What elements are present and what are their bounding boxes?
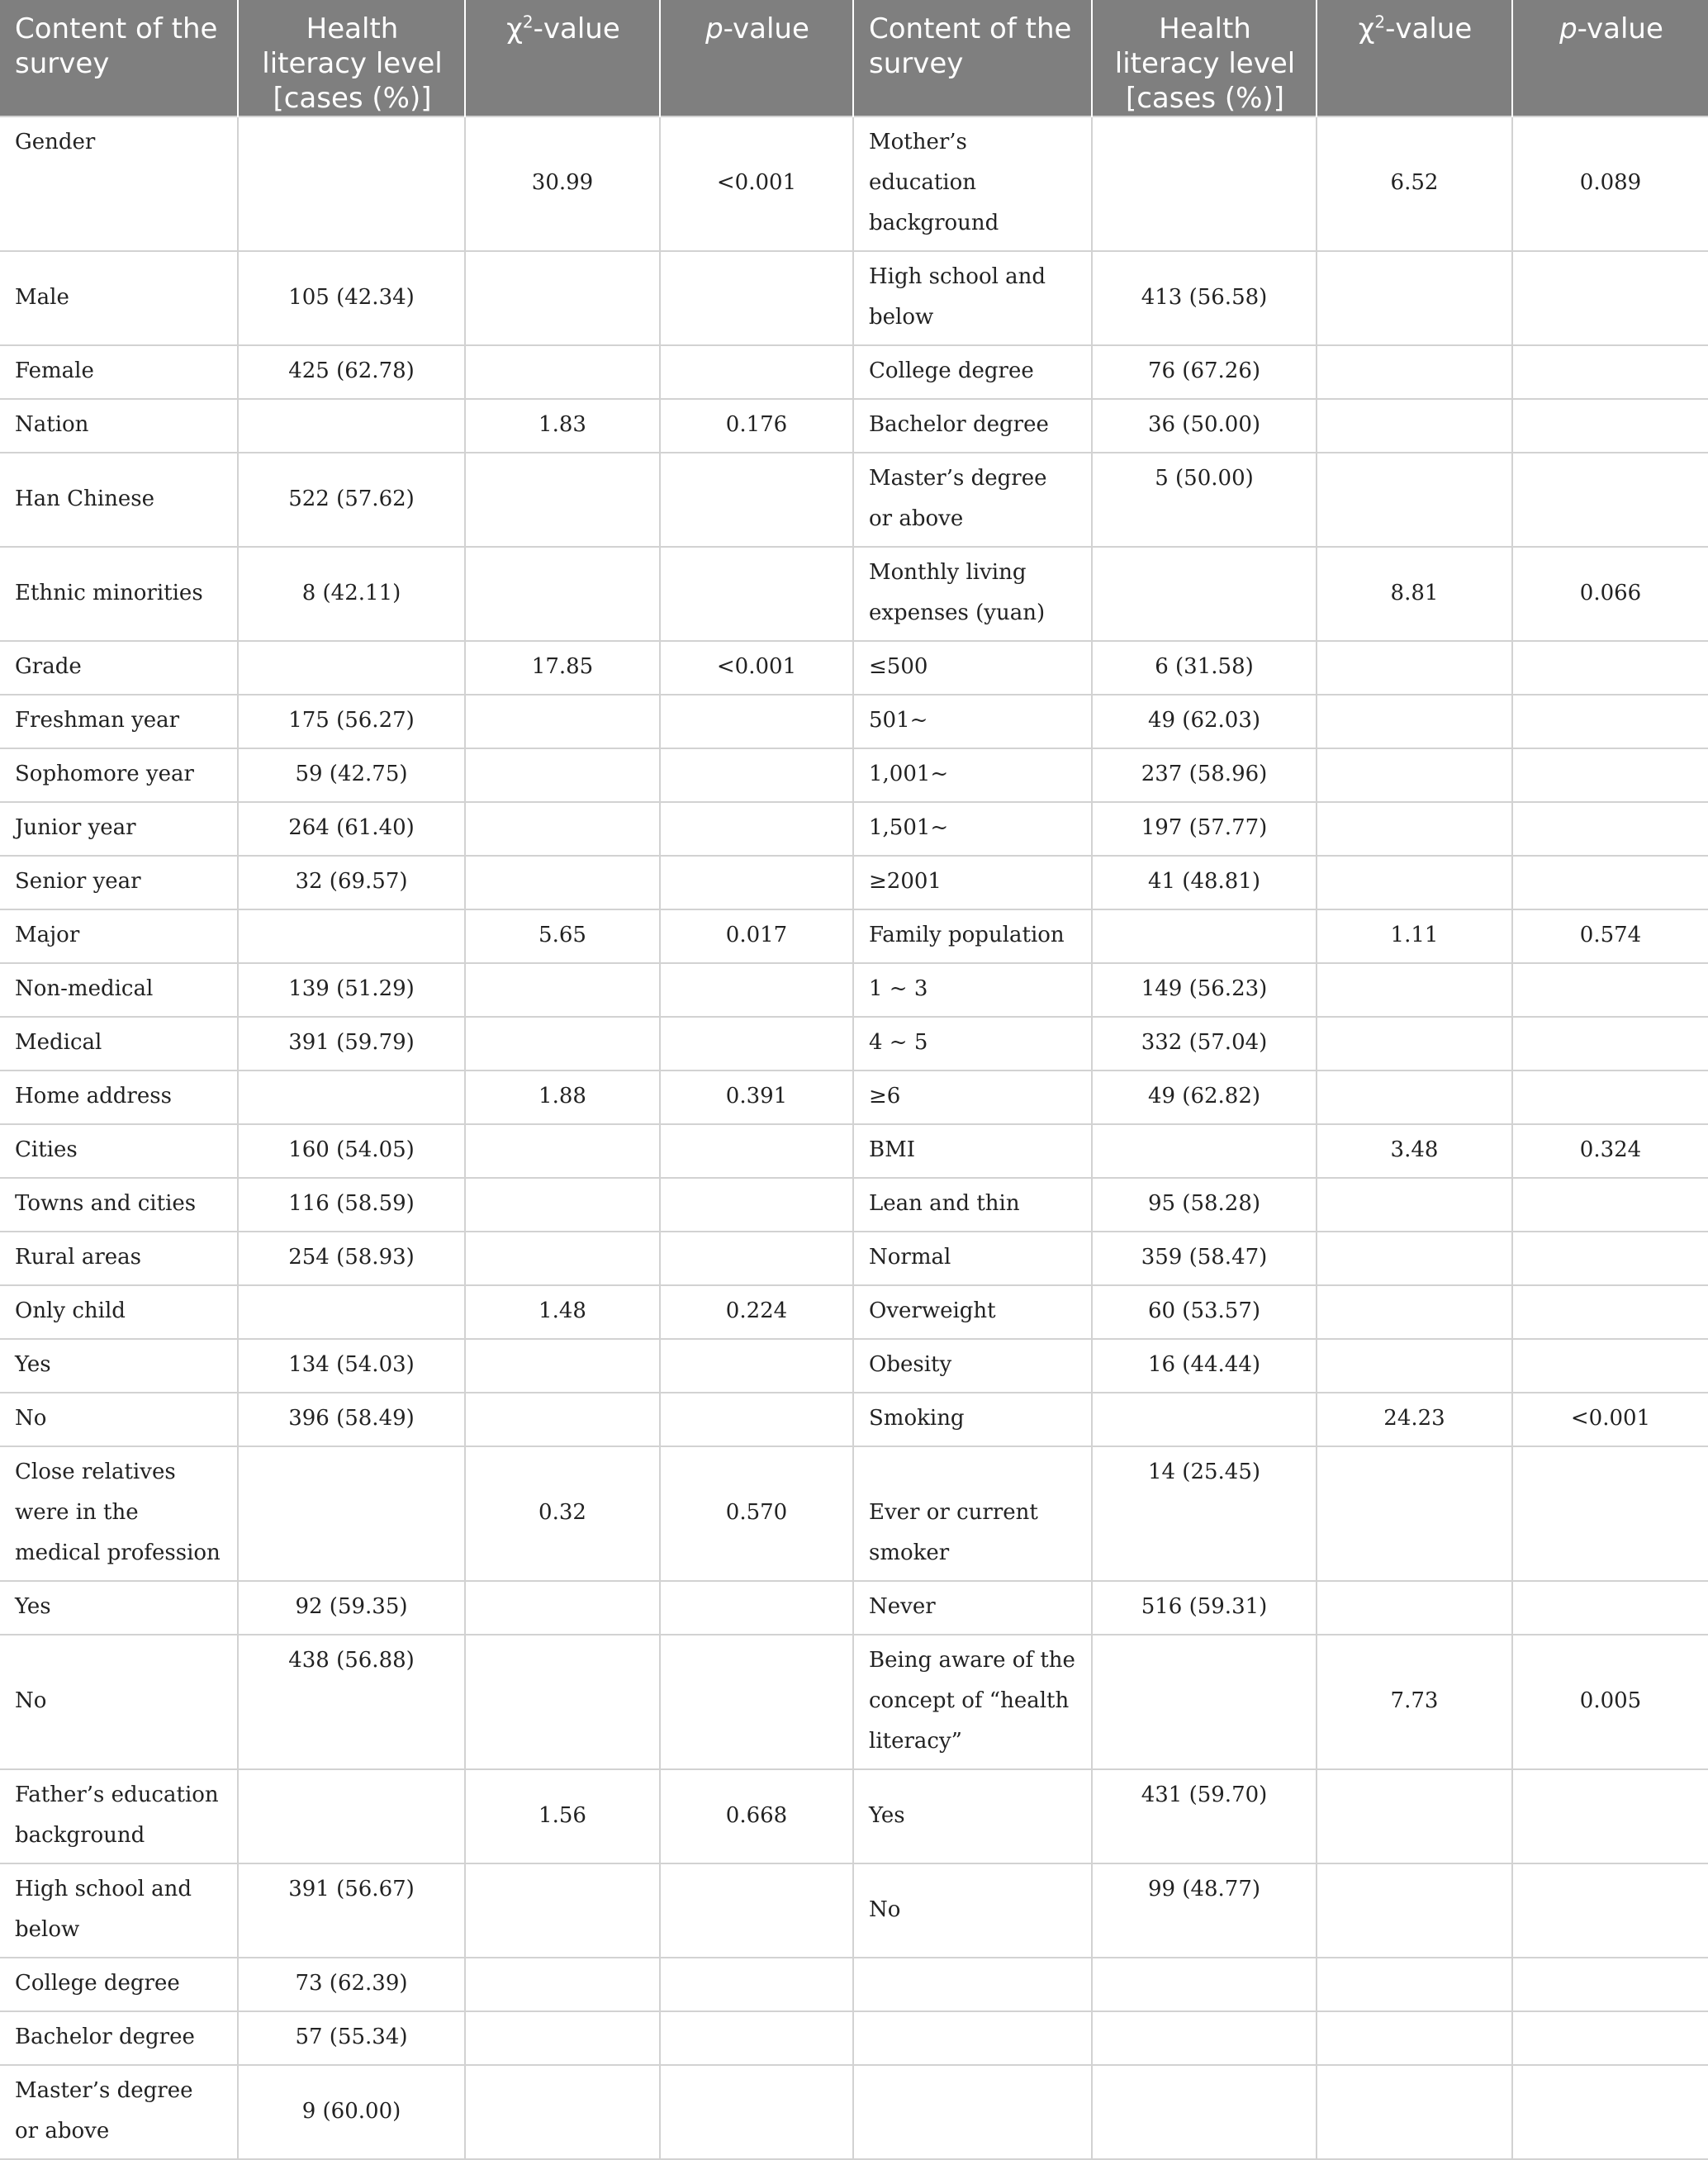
cell-level-left: 425 (62.78) <box>238 345 465 399</box>
cell-level-right <box>1092 1958 1317 2011</box>
cell-chi-right <box>1317 856 1512 909</box>
cell-chi-left <box>465 1178 660 1232</box>
cell-p-left <box>660 1958 853 2011</box>
cell-chi-right: 3.48 <box>1317 1124 1512 1178</box>
chi-superscript-2: 2 <box>1374 12 1386 32</box>
cell-p-left <box>660 748 853 802</box>
cell-chi-left <box>465 1017 660 1071</box>
cell-p-right <box>1512 1232 1708 1285</box>
cell-p-right <box>1512 963 1708 1017</box>
cell-content-right <box>853 2011 1092 2065</box>
cell-p-left <box>660 1178 853 1232</box>
cell-p-left <box>660 2065 853 2159</box>
cell-level-left: 9 (60.00) <box>238 2065 465 2159</box>
cell-content-right: 4 ~ 5 <box>853 1017 1092 1071</box>
cell-content-right: Family population <box>853 909 1092 963</box>
cell-level-left: 73 (62.39) <box>238 1958 465 2011</box>
cell-p-left <box>660 695 853 748</box>
cell-content-right: ≤500 <box>853 641 1092 695</box>
table-row <box>0 748 1708 802</box>
p-suffix-2: -value <box>1577 12 1663 45</box>
table-row <box>0 1232 1708 1285</box>
cell-level-right: 5 (50.00) <box>1092 453 1317 547</box>
cell-level-left <box>238 1285 465 1339</box>
cell-level-left: 391 (56.67) <box>238 1863 465 1958</box>
cell-p-right: <0.001 <box>1512 1393 1708 1446</box>
cell-chi-right <box>1317 1581 1512 1635</box>
cell-content-left: College degree <box>0 1958 238 2011</box>
cell-chi-right <box>1317 1232 1512 1285</box>
cell-level-right: 60 (53.57) <box>1092 1285 1317 1339</box>
cell-content-right <box>853 1958 1092 2011</box>
cell-p-right <box>1512 2011 1708 2065</box>
cell-chi-right <box>1317 453 1512 547</box>
cell-chi-left <box>465 1863 660 1958</box>
cell-chi-left <box>465 1232 660 1285</box>
table-row <box>0 1446 1708 1581</box>
cell-content-left: No <box>0 1635 238 1769</box>
cell-level-left <box>238 1446 465 1581</box>
cell-chi-left <box>465 1581 660 1635</box>
cell-chi-right <box>1317 963 1512 1017</box>
cell-p-right <box>1512 2065 1708 2159</box>
table-row <box>0 1071 1708 1124</box>
cell-level-left <box>238 1071 465 1124</box>
p-suffix: -value <box>723 12 809 45</box>
cell-chi-left <box>465 547 660 641</box>
cell-level-right <box>1092 547 1317 641</box>
cell-p-right <box>1512 856 1708 909</box>
cell-chi-left: 1.48 <box>465 1285 660 1339</box>
cell-content-right: ≥2001 <box>853 856 1092 909</box>
cell-content-right: Normal <box>853 1232 1092 1285</box>
cell-content-left: Major <box>0 909 238 963</box>
cell-p-left <box>660 856 853 909</box>
cell-p-left: 0.570 <box>660 1446 853 1581</box>
cell-p-left: <0.001 <box>660 641 853 695</box>
cell-chi-right <box>1317 802 1512 856</box>
cell-level-left: 396 (58.49) <box>238 1393 465 1446</box>
cell-level-left: 139 (51.29) <box>238 963 465 1017</box>
cell-content-right: Master’s degree or above <box>853 453 1092 547</box>
p-symbol-2: p <box>1559 12 1578 45</box>
cell-p-right <box>1512 1178 1708 1232</box>
table-row <box>0 1581 1708 1635</box>
cell-level-left: 92 (59.35) <box>238 1581 465 1635</box>
cell-level-left <box>238 399 465 453</box>
cell-content-right: 1,001~ <box>853 748 1092 802</box>
cell-level-right: 16 (44.44) <box>1092 1339 1317 1393</box>
cell-level-left: 57 (55.34) <box>238 2011 465 2065</box>
cell-content-left: Male <box>0 251 238 345</box>
cell-content-right: Ever or current smoker <box>853 1446 1092 1581</box>
cell-chi-left <box>465 856 660 909</box>
cell-content-left: Nation <box>0 399 238 453</box>
cell-level-left: 32 (69.57) <box>238 856 465 909</box>
cell-content-left: High school and below <box>0 1863 238 1958</box>
cell-p-right: 0.089 <box>1512 116 1708 251</box>
table-row <box>0 116 1708 251</box>
cell-chi-left <box>465 1124 660 1178</box>
cell-level-left: 175 (56.27) <box>238 695 465 748</box>
cell-chi-right <box>1317 1769 1512 1863</box>
cell-chi-right: 8.81 <box>1317 547 1512 641</box>
table-row <box>0 1178 1708 1232</box>
cell-chi-right <box>1317 1863 1512 1958</box>
cell-content-left: Father’s education background <box>0 1769 238 1863</box>
cell-content-left: Rural areas <box>0 1232 238 1285</box>
cell-level-right: 413 (56.58) <box>1092 251 1317 345</box>
table-row <box>0 1863 1708 1958</box>
cell-chi-left: 30.99 <box>465 116 660 251</box>
table-row <box>0 547 1708 641</box>
cell-level-right <box>1092 1124 1317 1178</box>
cell-level-right: 14 (25.45) <box>1092 1446 1317 1581</box>
cell-chi-right <box>1317 1285 1512 1339</box>
cell-level-left: 134 (54.03) <box>238 1339 465 1393</box>
table-row <box>0 2065 1708 2159</box>
cell-level-right: 76 (67.26) <box>1092 345 1317 399</box>
cell-p-left: 0.224 <box>660 1285 853 1339</box>
table-row <box>0 1393 1708 1446</box>
cell-level-right: 36 (50.00) <box>1092 399 1317 453</box>
cell-content-left: Towns and cities <box>0 1178 238 1232</box>
cell-p-left: 0.391 <box>660 1071 853 1124</box>
cell-chi-left: 17.85 <box>465 641 660 695</box>
cell-content-right: Smoking <box>853 1393 1092 1446</box>
cell-p-left <box>660 1863 853 1958</box>
cell-content-right: 501~ <box>853 695 1092 748</box>
cell-chi-left <box>465 1339 660 1393</box>
cell-content-left: Han Chinese <box>0 453 238 547</box>
cell-content-left: Ethnic minorities <box>0 547 238 641</box>
table-row <box>0 251 1708 345</box>
cell-content-right: Mother’s education background <box>853 116 1092 251</box>
cell-level-left: 391 (59.79) <box>238 1017 465 1071</box>
cell-content-right: Never <box>853 1581 1092 1635</box>
cell-level-right: 49 (62.03) <box>1092 695 1317 748</box>
cell-level-right: 6 (31.58) <box>1092 641 1317 695</box>
cell-p-right: 0.574 <box>1512 909 1708 963</box>
cell-p-left <box>660 1393 853 1446</box>
cell-p-left <box>660 1339 853 1393</box>
cell-p-left <box>660 1581 853 1635</box>
cell-content-right: 1 ~ 3 <box>853 963 1092 1017</box>
cell-chi-right <box>1317 2065 1512 2159</box>
cell-chi-left <box>465 748 660 802</box>
table-row <box>0 2011 1708 2065</box>
cell-p-left <box>660 1017 853 1071</box>
header-p-2 <box>1512 0 1708 116</box>
table-row <box>0 453 1708 547</box>
cell-chi-right <box>1317 1017 1512 1071</box>
cell-content-right: College degree <box>853 345 1092 399</box>
cell-chi-right <box>1317 1071 1512 1124</box>
cell-chi-right <box>1317 1446 1512 1581</box>
header-chi-2 <box>1317 0 1512 116</box>
cell-level-left: 105 (42.34) <box>238 251 465 345</box>
cell-p-right <box>1512 1958 1708 2011</box>
cell-level-left: 59 (42.75) <box>238 748 465 802</box>
cell-chi-left: 5.65 <box>465 909 660 963</box>
cell-chi-right <box>1317 695 1512 748</box>
cell-content-right: 1,501~ <box>853 802 1092 856</box>
cell-p-right <box>1512 1017 1708 1071</box>
cell-p-left: 0.017 <box>660 909 853 963</box>
cell-chi-right <box>1317 251 1512 345</box>
cell-level-right: 95 (58.28) <box>1092 1178 1317 1232</box>
cell-chi-left <box>465 1393 660 1446</box>
cell-content-left: Cities <box>0 1124 238 1178</box>
cell-level-right <box>1092 909 1317 963</box>
header-chi <box>465 0 660 116</box>
cell-content-right: No <box>853 1863 1092 1958</box>
header-content: Content of the survey <box>0 0 238 116</box>
cell-content-right: Obesity <box>853 1339 1092 1393</box>
cell-chi-left <box>465 695 660 748</box>
cell-content-right: High school and below <box>853 251 1092 345</box>
cell-level-right: 359 (58.47) <box>1092 1232 1317 1285</box>
header-row <box>0 0 1708 116</box>
cell-p-left <box>660 1232 853 1285</box>
cell-p-right: 0.324 <box>1512 1124 1708 1178</box>
table-row <box>0 856 1708 909</box>
cell-chi-right: 1.11 <box>1317 909 1512 963</box>
cell-p-left: 0.668 <box>660 1769 853 1863</box>
cell-level-left: 522 (57.62) <box>238 453 465 547</box>
cell-content-left: Yes <box>0 1581 238 1635</box>
cell-chi-right <box>1317 399 1512 453</box>
cell-level-right <box>1092 116 1317 251</box>
cell-content-right: Overweight <box>853 1285 1092 1339</box>
table-row <box>0 1958 1708 2011</box>
cell-content-left: Sophomore year <box>0 748 238 802</box>
cell-p-right <box>1512 695 1708 748</box>
cell-p-right <box>1512 1339 1708 1393</box>
cell-level-right <box>1092 1393 1317 1446</box>
cell-content-left: Only child <box>0 1285 238 1339</box>
cell-content-left: Non-medical <box>0 963 238 1017</box>
cell-p-left <box>660 453 853 547</box>
cell-level-left <box>238 909 465 963</box>
cell-p-right <box>1512 1071 1708 1124</box>
cell-chi-left: 0.32 <box>465 1446 660 1581</box>
cell-content-left: Home address <box>0 1071 238 1124</box>
cell-level-left <box>238 641 465 695</box>
cell-level-right: 49 (62.82) <box>1092 1071 1317 1124</box>
header-level-2: Health literacy level [cases (%)] <box>1092 0 1317 116</box>
cell-p-right <box>1512 641 1708 695</box>
cell-level-right: 149 (56.23) <box>1092 963 1317 1017</box>
header-p <box>660 0 853 116</box>
cell-p-right <box>1512 1769 1708 1863</box>
cell-content-left: Gender <box>0 116 238 251</box>
table-row <box>0 641 1708 695</box>
table-body <box>0 116 1708 2159</box>
cell-chi-left: 1.88 <box>465 1071 660 1124</box>
cell-level-right: 332 (57.04) <box>1092 1017 1317 1071</box>
chi-suffix: -value <box>533 12 620 45</box>
cell-chi-right <box>1317 1178 1512 1232</box>
cell-p-right <box>1512 345 1708 399</box>
cell-level-right: 516 (59.31) <box>1092 1581 1317 1635</box>
table-row <box>0 1017 1708 1071</box>
cell-level-right: 99 (48.77) <box>1092 1863 1317 1958</box>
cell-level-right: 431 (59.70) <box>1092 1769 1317 1863</box>
cell-level-right: 197 (57.77) <box>1092 802 1317 856</box>
cell-p-right: 0.005 <box>1512 1635 1708 1769</box>
cell-level-left: 254 (58.93) <box>238 1232 465 1285</box>
cell-chi-right <box>1317 1958 1512 2011</box>
cell-chi-left <box>465 963 660 1017</box>
cell-chi-right <box>1317 748 1512 802</box>
cell-level-left: 160 (54.05) <box>238 1124 465 1178</box>
cell-chi-left <box>465 2065 660 2159</box>
cell-content-right: Bachelor degree <box>853 399 1092 453</box>
cell-chi-right: 24.23 <box>1317 1393 1512 1446</box>
cell-chi-left <box>465 345 660 399</box>
table-row <box>0 1769 1708 1863</box>
cell-chi-left <box>465 453 660 547</box>
cell-p-left <box>660 251 853 345</box>
cell-chi-right <box>1317 345 1512 399</box>
cell-content-right: Being aware of the concept of “health literacy” <box>853 1635 1092 1769</box>
cell-level-right <box>1092 2065 1317 2159</box>
cell-chi-left <box>465 251 660 345</box>
p-symbol: p <box>705 12 724 45</box>
cell-level-right <box>1092 2011 1317 2065</box>
chi-symbol: χ <box>506 12 523 45</box>
cell-p-right <box>1512 1863 1708 1958</box>
cell-level-left <box>238 1769 465 1863</box>
cell-chi-right <box>1317 641 1512 695</box>
cell-level-left: 8 (42.11) <box>238 547 465 641</box>
cell-chi-left <box>465 2011 660 2065</box>
table-row <box>0 1339 1708 1393</box>
cell-p-left <box>660 1635 853 1769</box>
table-row <box>0 1124 1708 1178</box>
cell-content-right: Yes <box>853 1769 1092 1863</box>
chi-symbol-2: χ <box>1358 12 1375 45</box>
cell-content-right <box>853 2065 1092 2159</box>
table-row <box>0 345 1708 399</box>
cell-content-right: ≥6 <box>853 1071 1092 1124</box>
cell-chi-right <box>1317 1339 1512 1393</box>
cell-p-right <box>1512 251 1708 345</box>
cell-content-left: Medical <box>0 1017 238 1071</box>
cell-content-right: BMI <box>853 1124 1092 1178</box>
cell-chi-right <box>1317 2011 1512 2065</box>
cell-content-left: Master’s degree or above <box>0 2065 238 2159</box>
table-row <box>0 909 1708 963</box>
cell-p-left <box>660 963 853 1017</box>
cell-p-left: <0.001 <box>660 116 853 251</box>
cell-chi-right: 7.73 <box>1317 1635 1512 1769</box>
cell-p-left <box>660 1124 853 1178</box>
cell-chi-right: 6.52 <box>1317 116 1512 251</box>
cell-content-left: Freshman year <box>0 695 238 748</box>
cell-level-right <box>1092 1635 1317 1769</box>
cell-level-left: 264 (61.40) <box>238 802 465 856</box>
cell-level-right: 41 (48.81) <box>1092 856 1317 909</box>
cell-content-left: Yes <box>0 1339 238 1393</box>
cell-p-left: 0.176 <box>660 399 853 453</box>
cell-chi-left: 1.56 <box>465 1769 660 1863</box>
cell-p-right <box>1512 1446 1708 1581</box>
cell-level-left: 438 (56.88) <box>238 1635 465 1769</box>
cell-p-right <box>1512 453 1708 547</box>
cell-chi-left <box>465 1958 660 2011</box>
cell-content-left: Female <box>0 345 238 399</box>
table-row <box>0 1285 1708 1339</box>
cell-content-left: Senior year <box>0 856 238 909</box>
cell-content-right: Monthly living expenses (yuan) <box>853 547 1092 641</box>
cell-content-left: No <box>0 1393 238 1446</box>
table-row <box>0 399 1708 453</box>
cell-level-left: 116 (58.59) <box>238 1178 465 1232</box>
cell-p-right <box>1512 748 1708 802</box>
cell-p-left <box>660 547 853 641</box>
cell-level-left <box>238 116 465 251</box>
cell-content-left: Bachelor degree <box>0 2011 238 2065</box>
chi-superscript: 2 <box>522 12 534 32</box>
cell-content-left: Junior year <box>0 802 238 856</box>
cell-content-right: Lean and thin <box>853 1178 1092 1232</box>
cell-p-left <box>660 2011 853 2065</box>
cell-p-right <box>1512 802 1708 856</box>
cell-p-right <box>1512 1581 1708 1635</box>
header-content-2: Content of the survey <box>853 0 1092 116</box>
cell-chi-left: 1.83 <box>465 399 660 453</box>
cell-p-right <box>1512 399 1708 453</box>
cell-p-right: 0.066 <box>1512 547 1708 641</box>
cell-chi-left <box>465 802 660 856</box>
header-level: Health literacy level [cases (%)] <box>238 0 465 116</box>
cell-chi-left <box>465 1635 660 1769</box>
cell-level-right: 237 (58.96) <box>1092 748 1317 802</box>
table-row <box>0 695 1708 748</box>
chi-suffix-2: -value <box>1385 12 1473 45</box>
cell-p-left <box>660 802 853 856</box>
table-row <box>0 802 1708 856</box>
table-row <box>0 963 1708 1017</box>
cell-p-right <box>1512 1285 1708 1339</box>
table-row <box>0 1635 1708 1769</box>
cell-p-left <box>660 345 853 399</box>
cell-content-left: Close relatives were in the medical profession <box>0 1446 238 1581</box>
cell-content-left: Grade <box>0 641 238 695</box>
